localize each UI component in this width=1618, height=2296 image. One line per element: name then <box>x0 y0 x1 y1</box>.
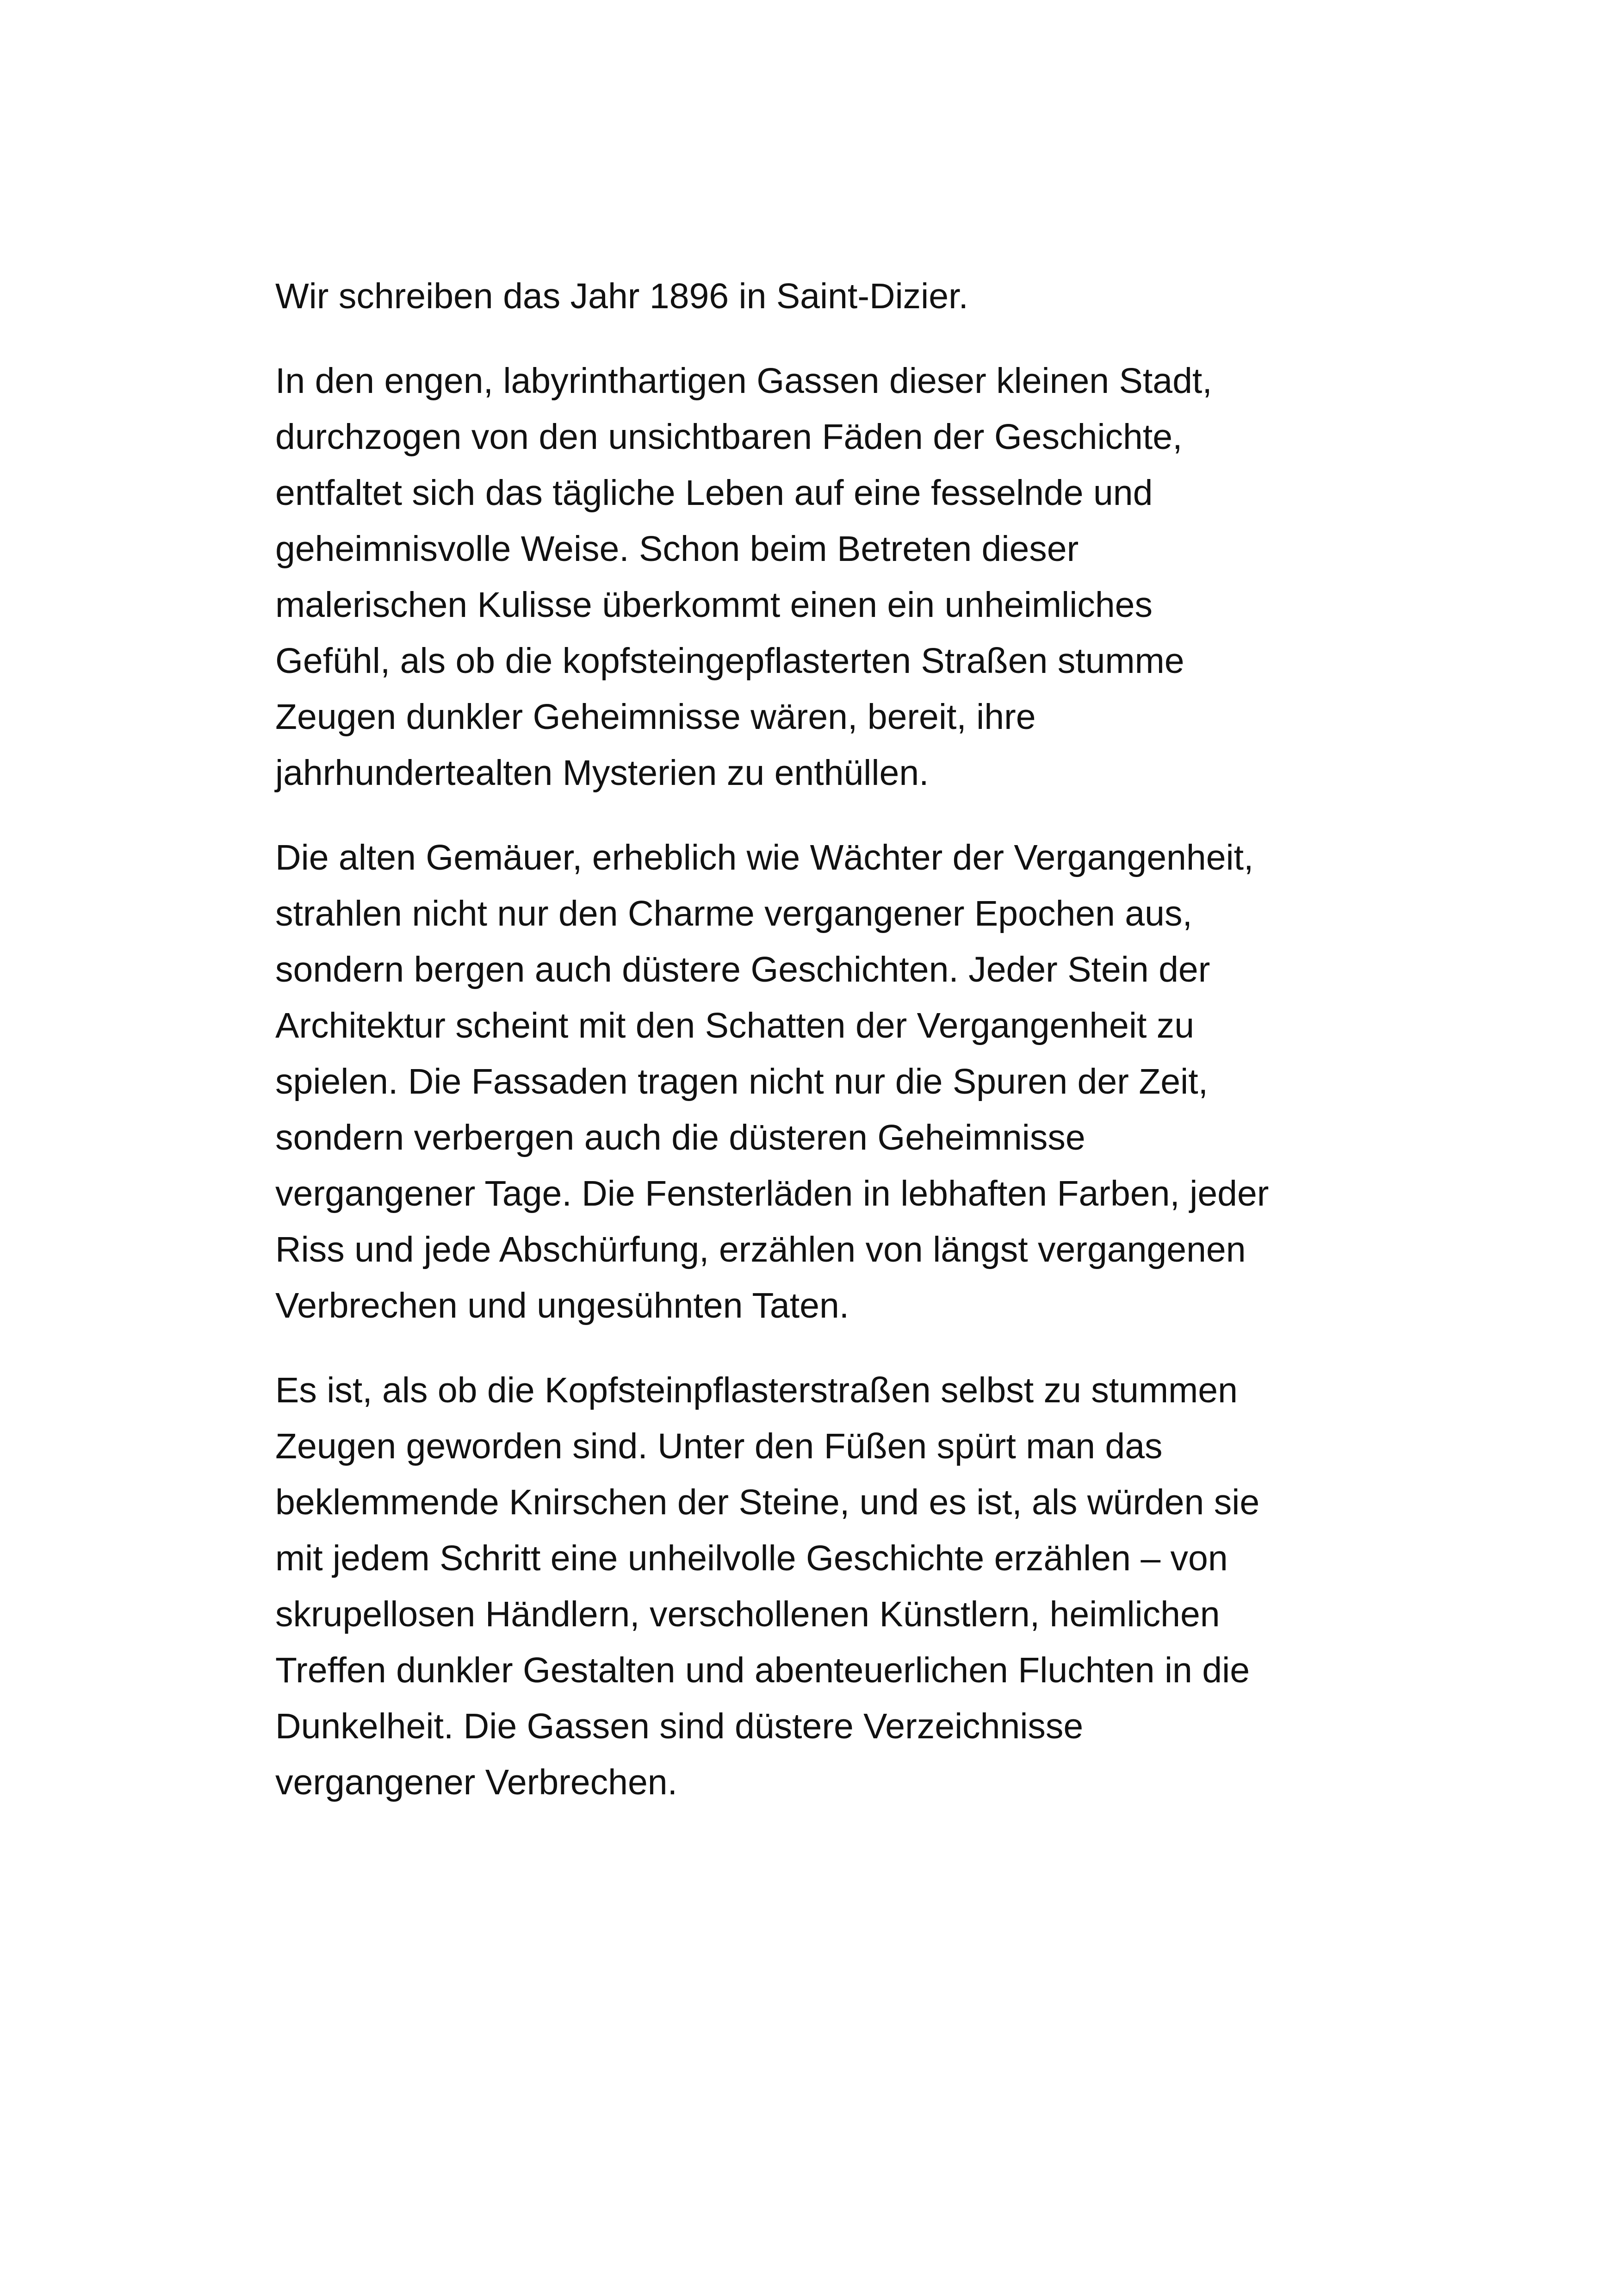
text-line: geheimnisvolle Weise. Schon beim Betreten dieser <box>275 529 1079 569</box>
text-line: Zeugen geworden sind. Unter den Füßen spürt man das <box>275 1426 1163 1466</box>
text-line: Verbrechen und ungesühnten Taten. <box>275 1286 849 1325</box>
text-line: Die alten Gemäuer, erheblich wie Wächter der Vergangenheit, <box>275 838 1254 877</box>
text-line: strahlen nicht nur den Charme vergangener Epochen aus, <box>275 894 1192 933</box>
text-line: Riss und jede Abschürfung, erzählen von längst vergangenen <box>275 1230 1246 1269</box>
text-line: jahrhundertealten Mysterien zu enthüllen. <box>275 753 929 793</box>
text-line: Dunkelheit. Die Gassen sind düstere Verzeichnisse <box>275 1706 1084 1746</box>
text-line: beklemmende Knirschen der Steine, und es ist, als würden sie <box>275 1482 1260 1522</box>
text-line: skrupellosen Händlern, verschollenen Künstlern, heimlichen <box>275 1594 1220 1634</box>
text-line: spielen. Die Fassaden tragen nicht nur die Spuren der Zeit, <box>275 1062 1208 1101</box>
text-line: Treffen dunkler Gestalten und abenteuerlichen Fluchten in die <box>275 1650 1250 1690</box>
text-line: vergangener Tage. Die Fensterläden in lebhaften Farben, jeder <box>275 1174 1269 1213</box>
text-line: Wir schreiben das Jahr 1896 in Saint-Dizier. <box>275 276 968 316</box>
paragraph-gemaeuer <box>275 830 1386 1334</box>
text-line: durchzogen von den unsichtbaren Fäden der Geschichte, <box>275 417 1183 457</box>
text-line: mit jedem Schritt eine unheilvolle Geschichte erzählen – von <box>275 1538 1228 1578</box>
text-line: Gefühl, als ob die kopfsteingepflasterten Straßen stumme <box>275 641 1184 681</box>
paragraph-intro <box>275 268 1386 324</box>
text-line: Architektur scheint mit den Schatten der Vergangenheit zu <box>275 1006 1195 1045</box>
text-line: Zeugen dunkler Geheimnisse wären, bereit, ihre <box>275 697 1036 737</box>
text-line: Es ist, als ob die Kopfsteinpflasterstraßen selbst zu stummen <box>275 1370 1238 1410</box>
text-line: sondern bergen auch düstere Geschichten. Jeder Stein der <box>275 950 1210 989</box>
text-line: entfaltet sich das tägliche Leben auf eine fesselnde und <box>275 473 1153 513</box>
text-line: malerischen Kulisse überkommt einen ein unheimliches <box>275 585 1153 625</box>
text-line: vergangener Verbrechen. <box>275 1762 677 1802</box>
paragraph-gassen <box>275 353 1386 801</box>
paragraph-kopfsteinpflaster <box>275 1363 1386 1811</box>
document-body <box>275 268 1386 1811</box>
text-line: In den engen, labyrinthartigen Gassen dieser kleinen Stadt, <box>275 361 1212 401</box>
text-line: sondern verbergen auch die düsteren Geheimnisse <box>275 1118 1085 1157</box>
